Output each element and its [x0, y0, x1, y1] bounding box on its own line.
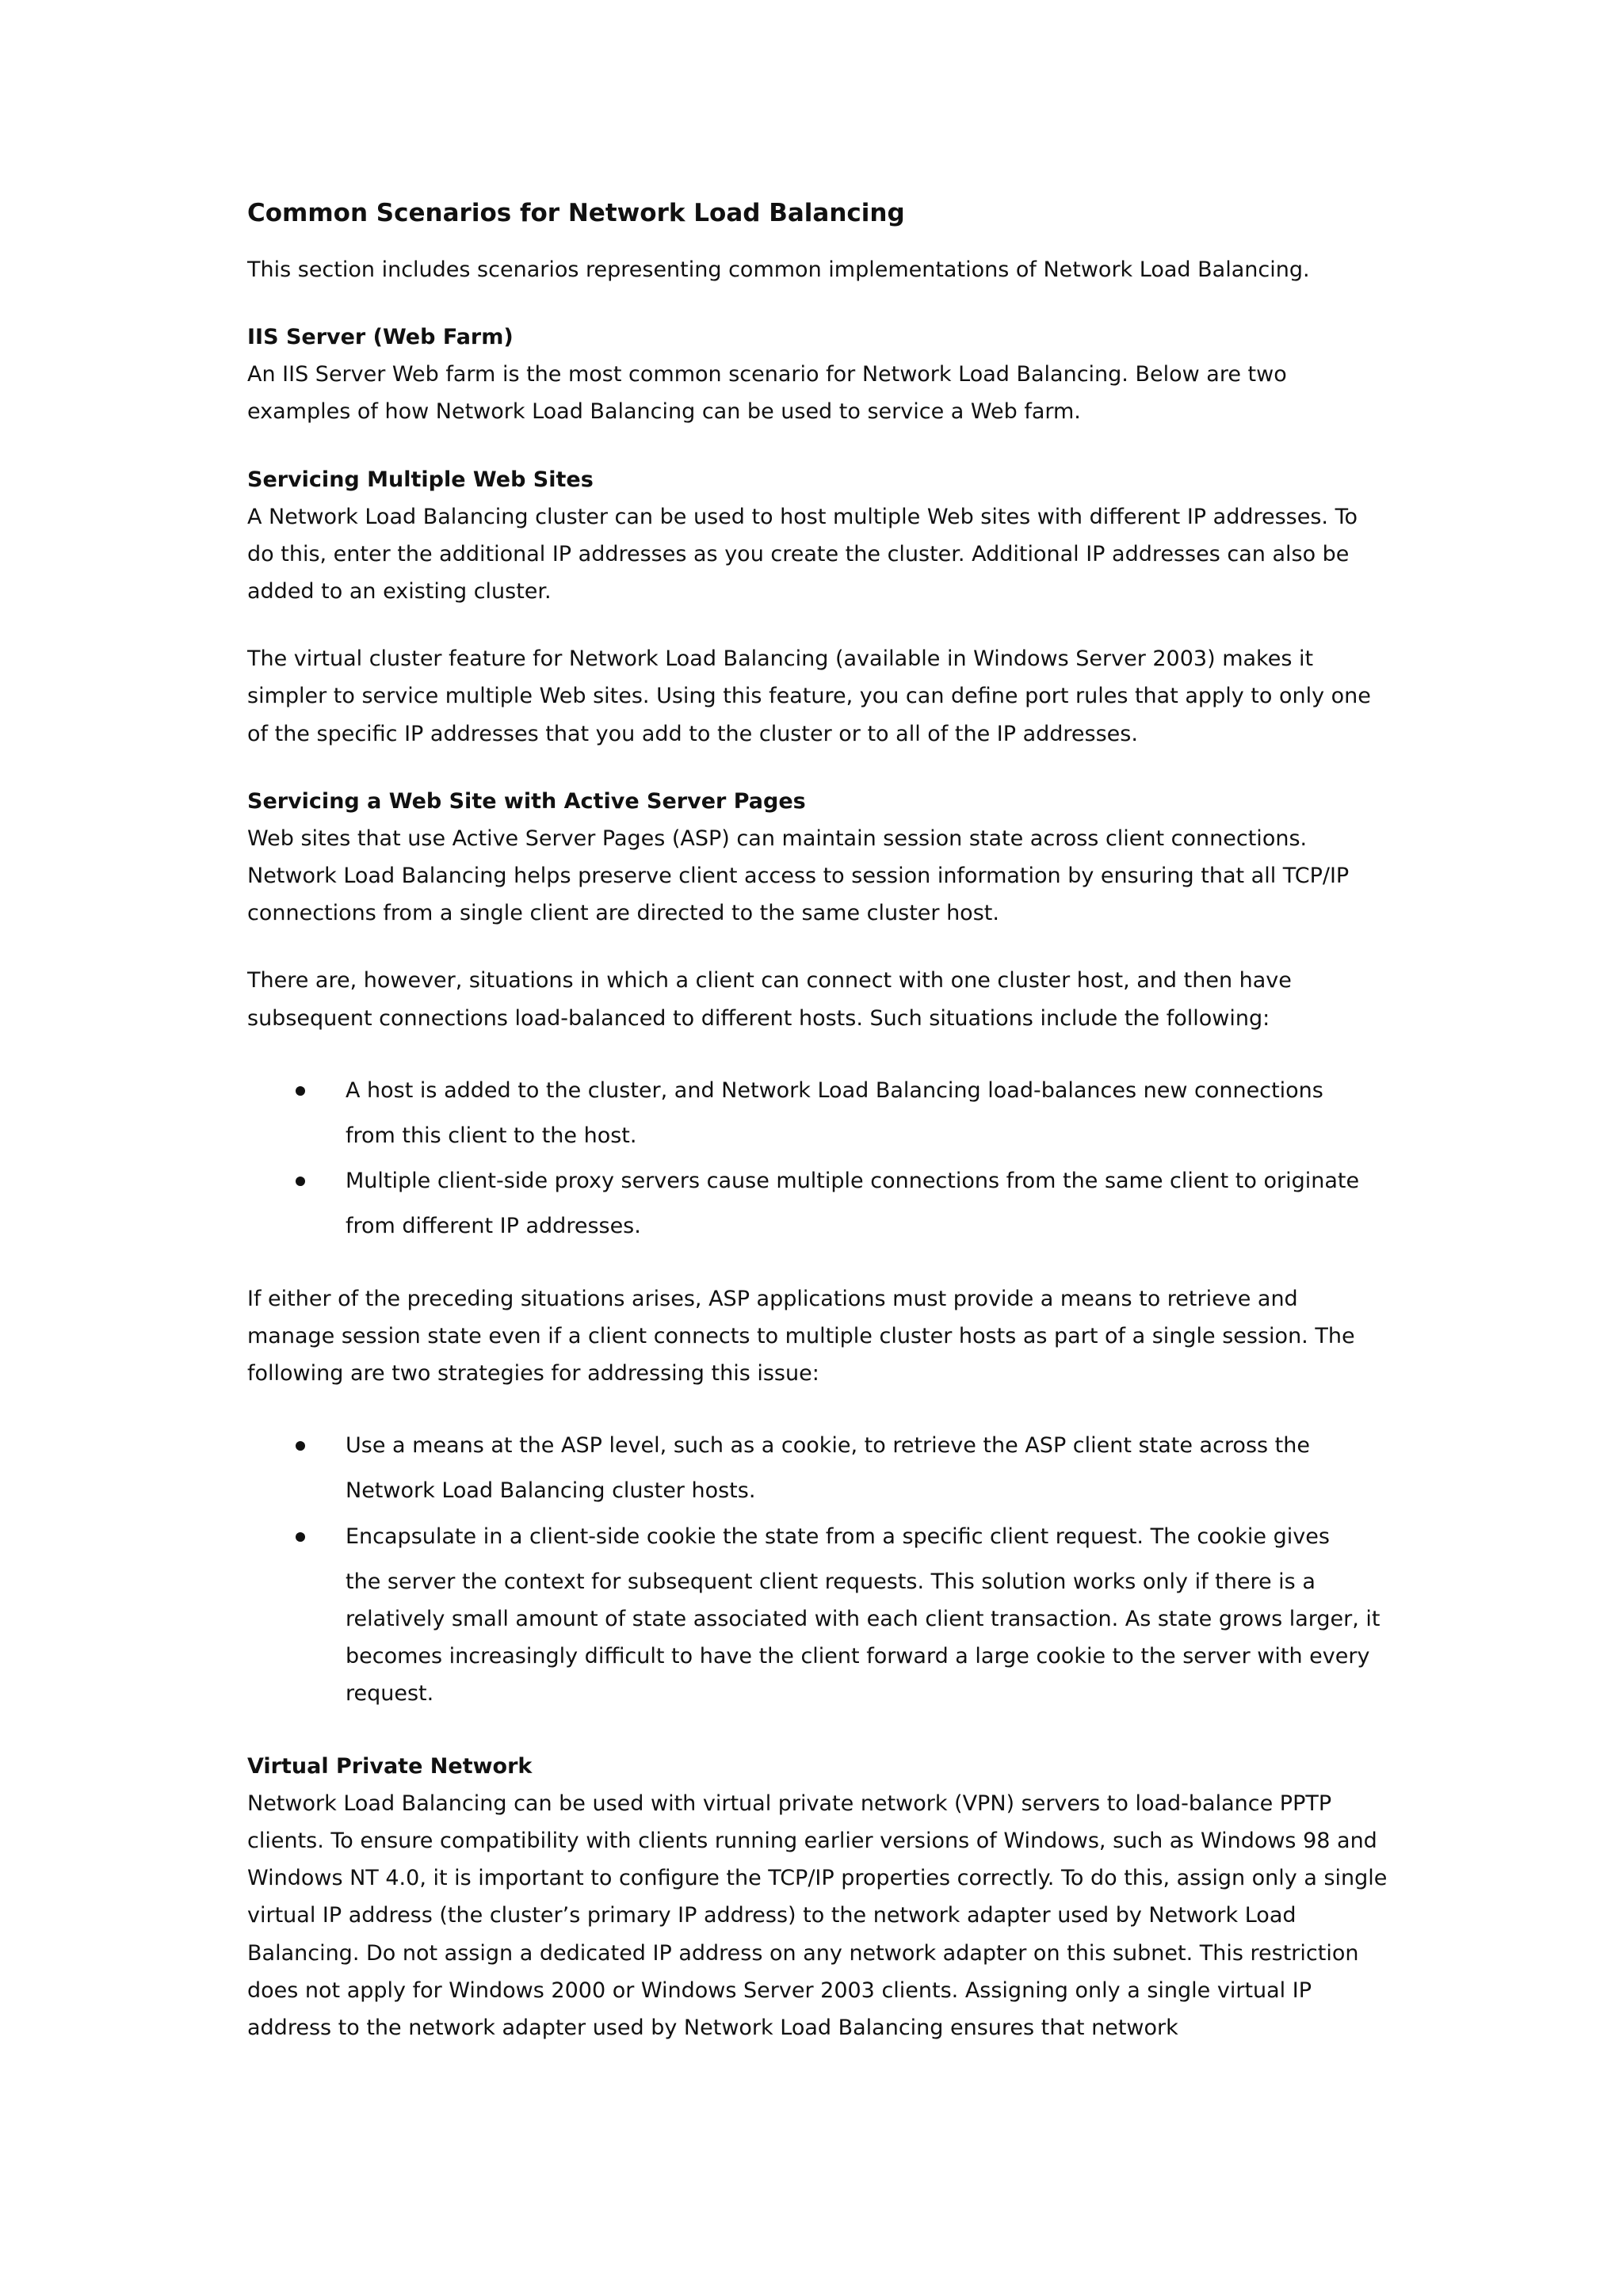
section-heading-vpn: Virtual Private Network — [247, 1753, 533, 1779]
list-item — [247, 1518, 1388, 1713]
asp-bullet-list-1 — [247, 1072, 1388, 1245]
intro-paragraph: This section includes scenarios representing common implementations of Network Load Balancing. — [247, 257, 1310, 282]
list-item-first-line: Encapsulate in a client-side cookie the state from a specific client request. The cookie gives — [346, 1524, 1330, 1549]
asp-bullet-list-2 — [247, 1427, 1388, 1712]
list-item — [247, 1162, 1388, 1245]
section-heading-multiple-sites: Servicing Multiple Web Sites — [247, 467, 594, 492]
section-heading-iis: IIS Server (Web Farm) — [247, 325, 514, 350]
list-item-first-line: A host is added to the cluster, and Network Load Balancing load-balances new connections — [346, 1077, 1323, 1103]
bullet-icon — [296, 1441, 305, 1451]
bullet-icon — [296, 1177, 305, 1186]
list-item-rest: from different IP addresses. — [346, 1214, 641, 1239]
list-item-first-line: Multiple client-side proxy servers cause multiple connections from the same client to originate — [346, 1169, 1360, 1194]
list-item-rest: Network Load Balancing cluster hosts. — [346, 1478, 756, 1504]
list-item — [247, 1072, 1388, 1154]
vpn-paragraph: Network Load Balancing can be used with virtual private network (VPN) servers to load-balance PPTP clients. To ensure compatibility with clients running earlier versions of Windows, such as Windows 98 and Windows NT 4.0, it is important to configure the TCP/IP properties correctly. To do this, assign only a single virtual IP address (the cluster’s primary IP address) to the network adapter used by Network Load Balancing. Do not assign a dedicated IP address on any network adapter on this subnet. This restriction does not apply for Windows 2000 or Windows Server 2003 clients. Assigning only a single virtual IP address to the network adapter used by Network Load Balancing ensures that network — [247, 1791, 1388, 2040]
asp-paragraph-3: If either of the preceding situations arises, ASP applications must provide a means to retrieve and manage session state even if a client connects to multiple cluster hosts as part of a single session. The following are two strategies for addressing this issue: — [247, 1286, 1355, 1386]
bullet-icon — [296, 1532, 305, 1542]
list-item — [247, 1427, 1388, 1509]
document-page — [247, 194, 1388, 2077]
list-item-rest: from this client to the host. — [346, 1123, 637, 1149]
section-heading-asp: Servicing a Web Site with Active Server Pages — [247, 788, 806, 814]
list-item-rest: the server the context for subsequent client requests. This solution works only if there is a relatively small amount of state associated with each client transaction. As state grows larger, it becomes increasingly difficult to have the client forward a large cookie to the server with every request. — [346, 1569, 1381, 1707]
document-title: Common Scenarios for Network Load Balancing — [247, 199, 905, 227]
asp-paragraph-1: Web sites that use Active Server Pages (ASP) can maintain session state across client connections. Network Load Balancing helps preserve client access to session information by ensuring that all TCP/IP connections from a single client are directed to the same cluster host. — [247, 826, 1350, 926]
bullet-icon — [296, 1086, 305, 1096]
multiple-sites-paragraph-2: The virtual cluster feature for Network Load Balancing (available in Windows Server 2003) makes it simpler to service multiple Web sites. Using this feature, you can define port rules that apply to only one of the specific IP addresses that you add to the cluster or to all of the IP addresses. — [247, 646, 1371, 746]
list-item-first-line: Use a means at the ASP level, such as a cookie, to retrieve the ASP client state across the — [346, 1433, 1310, 1459]
asp-paragraph-2: There are, however, situations in which a client can connect with one cluster host, and then have subsequent connections load-balanced to different hosts. Such situations include the following: — [247, 968, 1292, 1031]
multiple-sites-paragraph-1: A Network Load Balancing cluster can be used to host multiple Web sites with different IP addresses. To do this, enter the additional IP addresses as you create the cluster. Additional IP addresses can also be added to an existing cluster. — [247, 504, 1358, 605]
iis-paragraph: An IIS Server Web farm is the most common scenario for Network Load Balancing. Below are two examples of how Network Load Balancing can be used to service a Web farm. — [247, 362, 1287, 425]
